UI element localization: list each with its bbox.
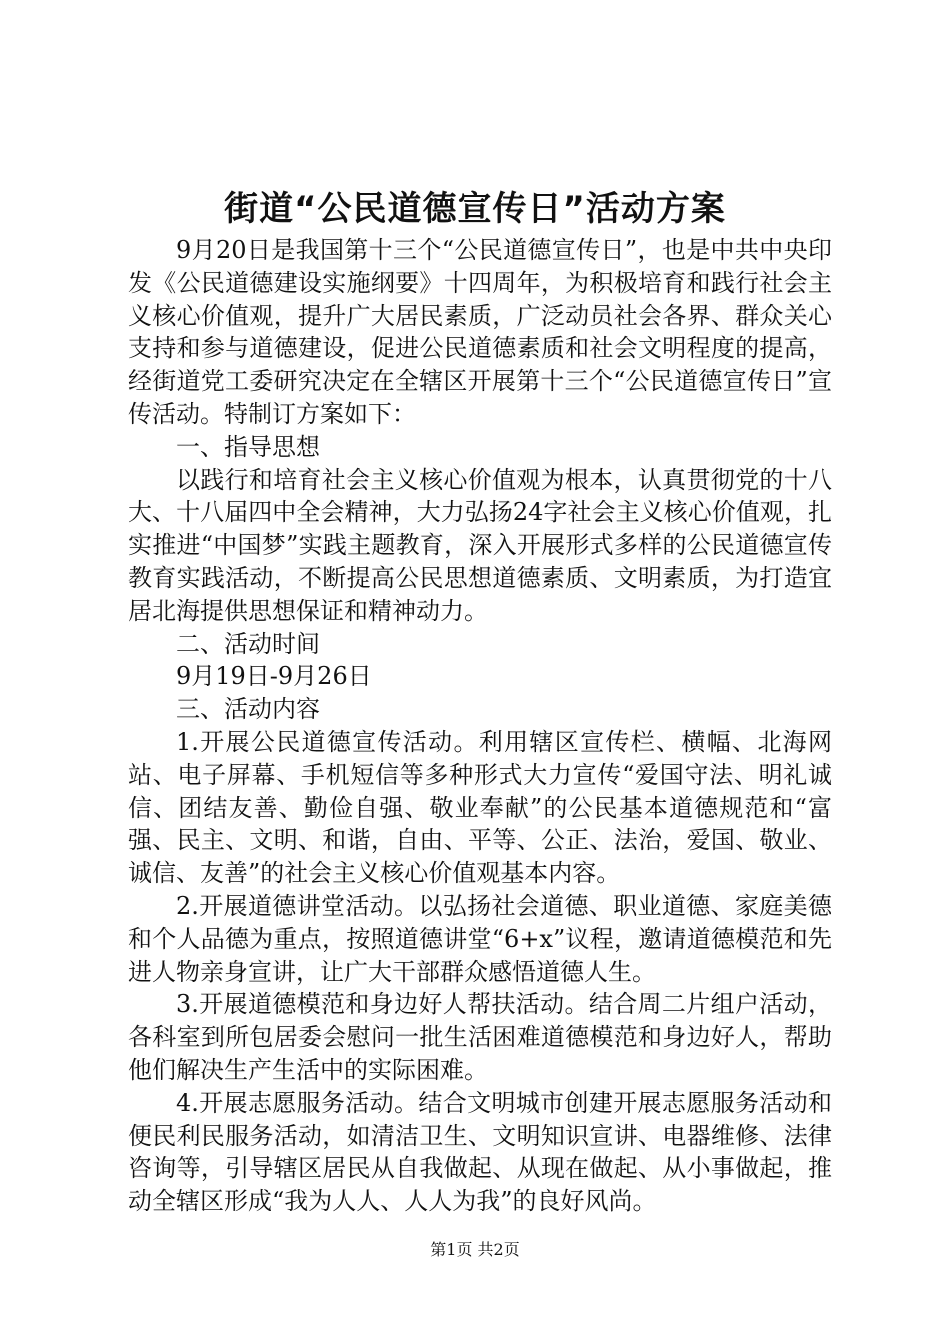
- page-title: 街道“公民道德宣传日”活动方案: [224, 189, 726, 229]
- section-heading-guiding-thought: 一、指导思想: [176, 432, 320, 461]
- section-heading-activity-time: 二、活动时间: [176, 629, 320, 658]
- paragraph-item-1: 1.开展公民道德宣传活动。利用辖区宣传栏、横幅、北海网站、电子屏幕、手机短信等多种形式大力宣传“爱国守法、明礼诚信、团结友善、勤俭自强、敬业奉献”的公民基本道德规范和“富强、民主、文明、和谐，自由、平等、公正、法治，爱国、敬业、诚信、友善”的社会主义核心价值观基本内容。: [128, 727, 832, 888]
- paragraph-item-4: 4.开展志愿服务活动。结合文明城市创建开展志愿服务活动和便民利民服务活动，如清洁卫生、文明知识宣讲、电器维修、法律咨询等，引导辖区居民从自我做起、从现在做起、从小事做起，推动全辖区形成“我为人人、人人为我”的良好风尚。: [128, 1088, 832, 1216]
- paragraph-intro: 9月20日是我国第十三个“公民道德宣传日”，也是中共中央印发《公民道德建设实施纲要》十四周年，为积极培育和践行社会主义核心价值观，提升广大居民素质，广泛动员社会各界、群众关心支持和参与道德建设，促进公民道德素质和社会文明程度的提高，经街道党工委研究决定在全辖区开展第十三个“公民道德宣传日”宣传活动。特制订方案如下：: [128, 236, 832, 428]
- paragraph-item-2: 2.开展道德讲堂活动。以弘扬社会道德、职业道德、家庭美德和个人品德为重点，按照道德讲堂“6+x”议程，邀请道德模范和先进人物亲身宣讲，让广大干部群众感悟道德人生。: [128, 891, 832, 986]
- paragraph-item-3: 3.开展道德模范和身边好人帮扶活动。结合周二片组户活动，各科室到所包居委会慰问一批生活困难道德模范和身边好人，帮助他们解决生产生活中的实际困难。: [128, 990, 832, 1084]
- document-body: [128, 234, 832, 1218]
- paragraph-activity-time: 9月19日-9月26日: [176, 662, 372, 691]
- section-heading-activity-content: 三、活动内容: [176, 695, 320, 724]
- page-footer: 第1页 共2页: [430, 1240, 520, 1259]
- paragraph-guiding-thought: 以践行和培育社会主义核心价值观为根本，认真贯彻党的十八大、十八届四中全会精神，大力弘扬24字社会主义核心价值观，扎实推进“中国梦”实践主题教育，深入开展形式多样的公民道德宣传教育实践活动，不断提高公民思想道德素质、文明素质，为打造宜居北海提供思想保证和精神动力。: [128, 465, 832, 625]
